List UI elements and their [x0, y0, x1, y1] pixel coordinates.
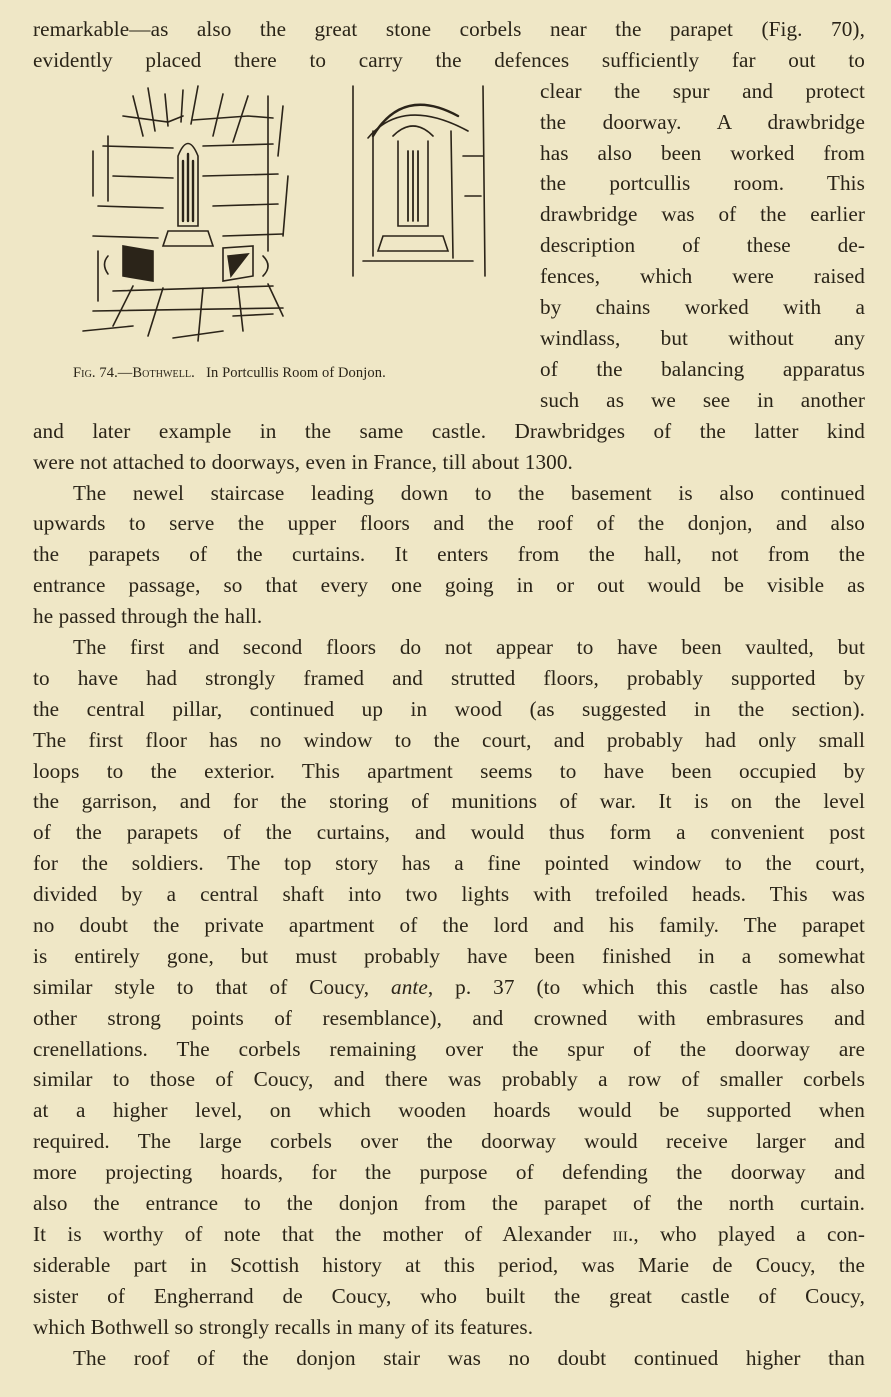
- text-line: the central pillar, continued up in wood (as suggested in the section).: [33, 696, 865, 721]
- text-fragment: , p. 37 (to which this castle has also: [427, 974, 865, 999]
- text-line-coucy: [33, 972, 865, 1003]
- text-line: similar to those of Coucy, and there was probably a row of smaller corbels: [33, 1067, 865, 1092]
- text-line: of the balancing apparatus: [540, 356, 865, 381]
- text-line: loops to the exterior. This apartment seems to have been occupied by: [33, 758, 865, 783]
- text-line: The roof of the donjon stair was no doubt continued higher than: [73, 1345, 865, 1370]
- text-line: windlass, but without any: [540, 325, 865, 350]
- text-line: fences, which were raised: [540, 264, 865, 289]
- body-text-2: [33, 1003, 865, 1219]
- text-line: clear the spur and protect: [540, 78, 865, 103]
- figure-block: [33, 76, 865, 416]
- text-line: at a higher level, on which wooden hoards would be supported when: [33, 1098, 865, 1123]
- right-column-text: [540, 76, 865, 416]
- text-line: other strong points of resemblance), and crowned with embrasures and: [33, 1005, 865, 1030]
- text-line: such as we see in another: [540, 387, 865, 412]
- text-line: were not attached to doorways, even in France, till about 1300.: [33, 449, 573, 474]
- text-line: is entirely gone, but must probably have been finished in a somewhat: [33, 943, 865, 968]
- text-line: remarkable—as also the great stone corbels near the parapet (Fig. 70),: [33, 17, 865, 41]
- text-line: the parapets of the curtains. It enters from the hall, not from the: [33, 542, 865, 567]
- text-line: to have had strongly framed and strutted floors, probably supported by: [33, 665, 865, 690]
- text-line: divided by a central shaft into two lights with trefoiled heads. This was: [33, 882, 865, 907]
- portcullis-room-drawing: [73, 76, 503, 358]
- text-line: the doorway. A drawbridge: [540, 109, 865, 134]
- text-line: upwards to serve the upper floors and the roof of the donjon, and also: [33, 511, 865, 536]
- text-line: and later example in the same castle. Drawbridges of the latter kind: [33, 418, 865, 443]
- text-line: also the entrance to the donjon from the parapet of the north curtain.: [33, 1191, 865, 1216]
- figure-74-illustration: [73, 76, 543, 358]
- caption-label: Fig. 74.—Bothwell.: [73, 364, 195, 381]
- text-line: the garrison, and for the storing of munitions of war. It is on the level: [33, 789, 865, 814]
- figure-caption: [73, 358, 386, 389]
- text-line: has also been worked from: [540, 140, 865, 165]
- text-line: siderable part in Scottish history at this period, was Marie de Coucy, the: [33, 1252, 865, 1277]
- text-line: description of these de-: [540, 233, 865, 258]
- text-line: the portcullis room. This: [540, 171, 865, 196]
- caption-text: In Portcullis Room of Donjon.: [206, 364, 386, 381]
- text-line: The newel staircase leading down to the basement is also continued: [73, 480, 865, 505]
- text-fragment: It is worthy of note that the mother of Alexander: [33, 1221, 613, 1246]
- body-text-3: [33, 1250, 865, 1374]
- text-line: crenellations. The corbels remaining over the spur of the doorway are: [33, 1036, 865, 1061]
- italic-ante: ante: [391, 974, 428, 999]
- text-line: no doubt the private apartment of the lord and his family. The parapet: [33, 913, 865, 938]
- page-text: [33, 14, 865, 1373]
- text-line: for the soldiers. The top story has a fine pointed window to the court,: [33, 851, 865, 876]
- text-fragment: similar style to that of Coucy,: [33, 974, 391, 999]
- text-line: by chains worked with a: [540, 295, 865, 320]
- text-line: sister of Engherrand de Coucy, who built the great castle of Coucy,: [33, 1283, 865, 1308]
- body-text-1: [33, 416, 865, 972]
- text-line: which Bothwell so strongly recalls in many of its features.: [33, 1314, 534, 1339]
- text-line: more projecting hoards, for the purpose of defending the doorway and: [33, 1160, 865, 1185]
- text-line: The first floor has no window to the court, and probably had only small: [33, 727, 865, 752]
- text-line: The first and second floors do not appear to have been vaulted, but: [73, 635, 865, 660]
- text-line: entrance passage, so that every one going in or out would be visible as: [33, 573, 865, 598]
- roman-numeral: iii.: [612, 1221, 634, 1246]
- text-line: required. The large corbels over the doorway would receive larger and: [33, 1129, 865, 1154]
- text-line: drawbridge was of the earlier: [540, 202, 865, 227]
- text-line: of the parapets of the curtains, and would thus form a convenient post: [33, 820, 865, 845]
- text-line-alexander: [33, 1219, 865, 1250]
- text-line: evidently placed there to carry the defences sufficiently far out to: [33, 47, 865, 72]
- text-fragment: , who played a con-: [633, 1221, 865, 1246]
- text-line: he passed through the hall.: [33, 604, 263, 629]
